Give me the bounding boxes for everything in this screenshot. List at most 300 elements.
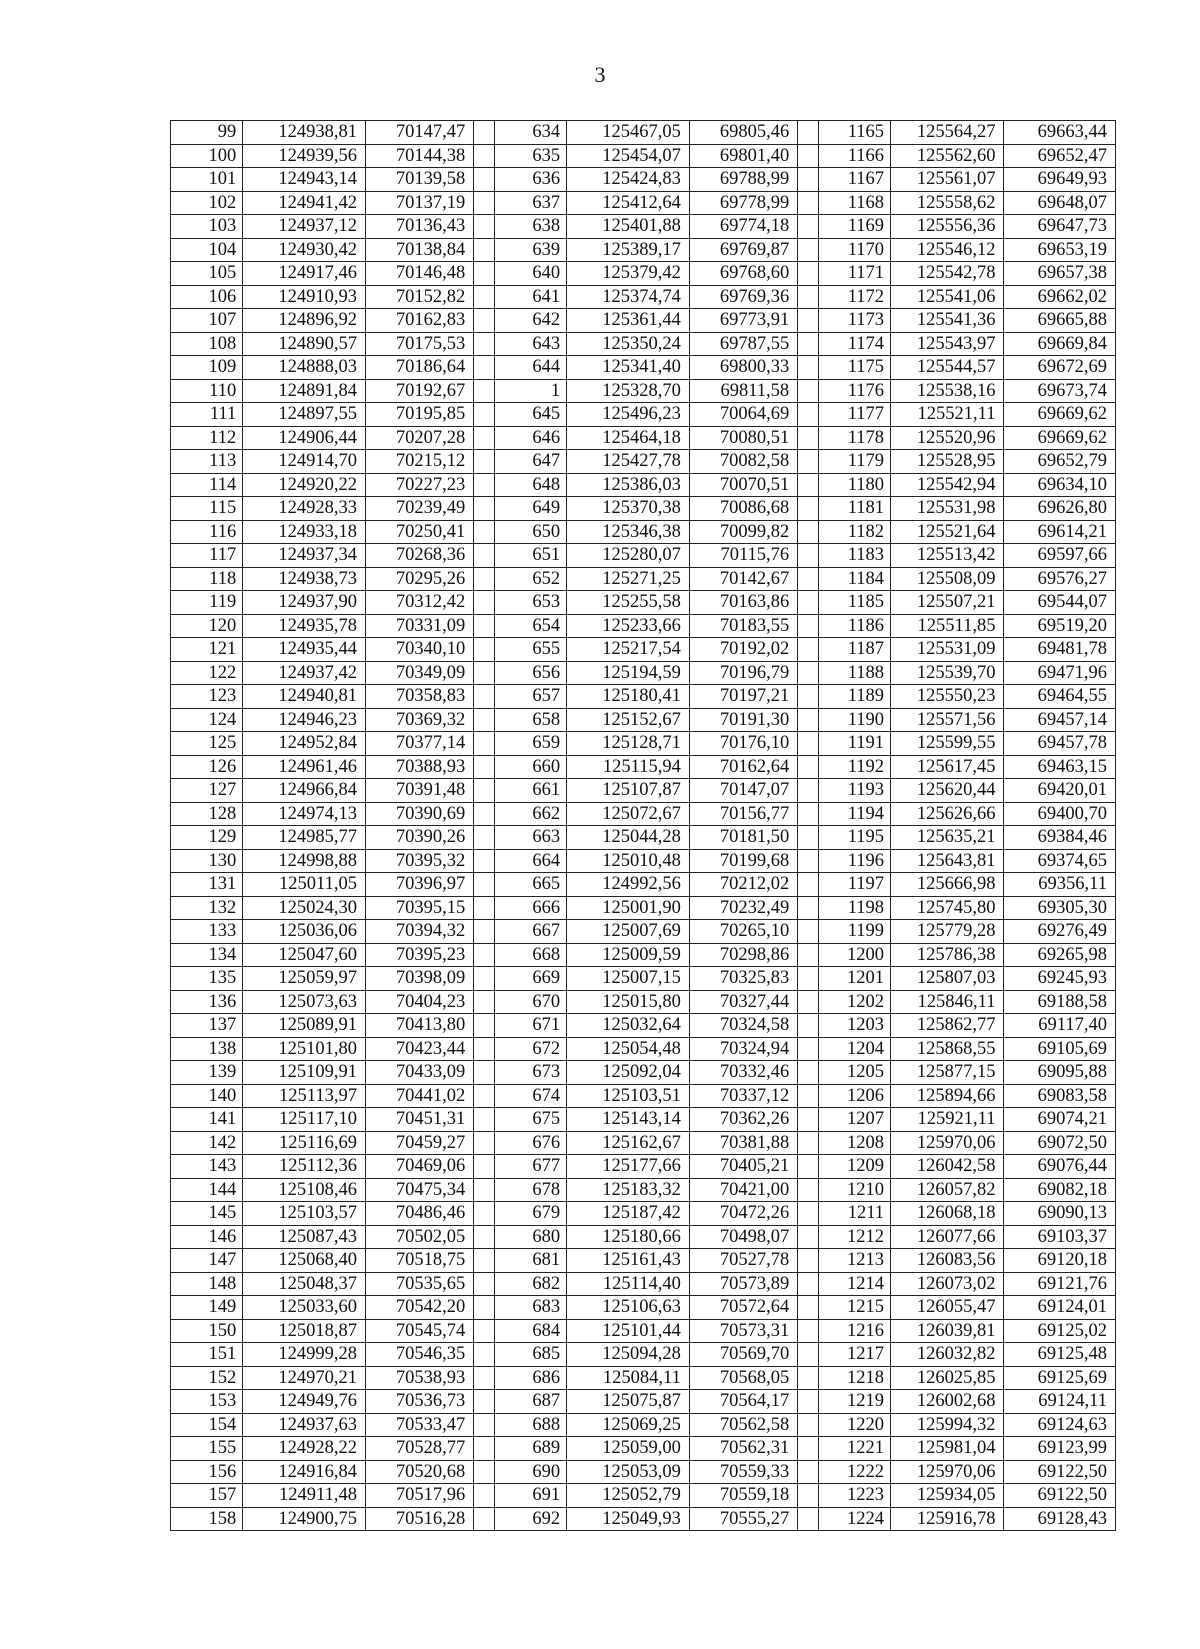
table-row bbox=[171, 121, 1116, 145]
point-number-cell: 1165 bbox=[818, 121, 890, 145]
y-coordinate-cell: 70268,36 bbox=[365, 544, 473, 568]
x-coordinate-cell: 124999,28 bbox=[243, 1343, 366, 1367]
y-coordinate-cell: 70332,46 bbox=[689, 1061, 797, 1085]
column-group-gap bbox=[798, 1272, 819, 1296]
y-coordinate-cell: 69647,73 bbox=[1004, 215, 1116, 239]
x-coordinate-cell: 125666,98 bbox=[891, 873, 1004, 897]
table-row bbox=[171, 1343, 1116, 1367]
point-number-cell: 1204 bbox=[818, 1037, 890, 1061]
column-group-gap bbox=[798, 779, 819, 803]
point-number-cell: 106 bbox=[171, 285, 243, 309]
point-number-cell: 640 bbox=[494, 262, 566, 286]
x-coordinate-cell: 125069,25 bbox=[567, 1413, 690, 1437]
point-number-cell: 638 bbox=[494, 215, 566, 239]
column-group-gap bbox=[798, 379, 819, 403]
x-coordinate-cell: 125507,21 bbox=[891, 591, 1004, 615]
column-group-gap bbox=[798, 450, 819, 474]
column-group-gap bbox=[798, 191, 819, 215]
column-group-gap bbox=[798, 567, 819, 591]
point-number-cell: 660 bbox=[494, 755, 566, 779]
x-coordinate-cell: 125427,78 bbox=[567, 450, 690, 474]
column-group-gap bbox=[474, 1460, 495, 1484]
point-number-cell: 144 bbox=[171, 1178, 243, 1202]
y-coordinate-cell: 69076,44 bbox=[1004, 1155, 1116, 1179]
point-number-cell: 682 bbox=[494, 1272, 566, 1296]
y-coordinate-cell: 70369,32 bbox=[365, 708, 473, 732]
point-number-cell: 657 bbox=[494, 685, 566, 709]
x-coordinate-cell: 125007,15 bbox=[567, 967, 690, 991]
column-group-gap bbox=[474, 943, 495, 967]
y-coordinate-cell: 70325,83 bbox=[689, 967, 797, 991]
point-number-cell: 687 bbox=[494, 1390, 566, 1414]
column-group-gap bbox=[798, 614, 819, 638]
x-coordinate-cell: 124891,84 bbox=[243, 379, 366, 403]
y-coordinate-cell: 69463,15 bbox=[1004, 755, 1116, 779]
column-group-gap bbox=[798, 215, 819, 239]
x-coordinate-cell: 125846,11 bbox=[891, 990, 1004, 1014]
table-row bbox=[171, 1460, 1116, 1484]
y-coordinate-cell: 70459,27 bbox=[365, 1131, 473, 1155]
point-number-cell: 676 bbox=[494, 1131, 566, 1155]
column-group-gap bbox=[798, 826, 819, 850]
column-group-gap bbox=[798, 1413, 819, 1437]
x-coordinate-cell: 124897,55 bbox=[243, 403, 366, 427]
point-number-cell: 684 bbox=[494, 1319, 566, 1343]
x-coordinate-cell: 125101,44 bbox=[567, 1319, 690, 1343]
x-coordinate-cell: 125361,44 bbox=[567, 309, 690, 333]
point-number-cell: 1209 bbox=[818, 1155, 890, 1179]
column-group-gap bbox=[474, 144, 495, 168]
column-group-gap bbox=[474, 1202, 495, 1226]
table-row bbox=[171, 1249, 1116, 1273]
column-group-gap bbox=[474, 1343, 495, 1367]
table-row bbox=[171, 591, 1116, 615]
x-coordinate-cell: 124970,21 bbox=[243, 1366, 366, 1390]
y-coordinate-cell: 70138,84 bbox=[365, 238, 473, 262]
point-number-cell: 1172 bbox=[818, 285, 890, 309]
y-coordinate-cell: 69663,44 bbox=[1004, 121, 1116, 145]
point-number-cell: 649 bbox=[494, 497, 566, 521]
table-row bbox=[171, 1437, 1116, 1461]
y-coordinate-cell: 70152,82 bbox=[365, 285, 473, 309]
y-coordinate-cell: 69120,18 bbox=[1004, 1249, 1116, 1273]
y-coordinate-cell: 69095,88 bbox=[1004, 1061, 1116, 1085]
point-number-cell: 677 bbox=[494, 1155, 566, 1179]
y-coordinate-cell: 69652,79 bbox=[1004, 450, 1116, 474]
y-coordinate-cell: 69662,02 bbox=[1004, 285, 1116, 309]
x-coordinate-cell: 125543,97 bbox=[891, 332, 1004, 356]
point-number-cell: 1177 bbox=[818, 403, 890, 427]
x-coordinate-cell: 125280,07 bbox=[567, 544, 690, 568]
point-number-cell: 120 bbox=[171, 614, 243, 638]
y-coordinate-cell: 69464,55 bbox=[1004, 685, 1116, 709]
x-coordinate-cell: 125101,80 bbox=[243, 1037, 366, 1061]
point-number-cell: 1195 bbox=[818, 826, 890, 850]
x-coordinate-cell: 125089,91 bbox=[243, 1014, 366, 1038]
point-number-cell: 1219 bbox=[818, 1390, 890, 1414]
point-number-cell: 133 bbox=[171, 920, 243, 944]
x-coordinate-cell: 125561,07 bbox=[891, 168, 1004, 192]
table-row bbox=[171, 1484, 1116, 1508]
point-number-cell: 1224 bbox=[818, 1507, 890, 1531]
table-row bbox=[171, 1131, 1116, 1155]
column-group-gap bbox=[798, 990, 819, 1014]
y-coordinate-cell: 70176,10 bbox=[689, 732, 797, 756]
point-number-cell: 643 bbox=[494, 332, 566, 356]
point-number-cell: 641 bbox=[494, 285, 566, 309]
x-coordinate-cell: 125024,30 bbox=[243, 896, 366, 920]
table-row bbox=[171, 309, 1116, 333]
point-number-cell: 140 bbox=[171, 1084, 243, 1108]
point-number-cell: 146 bbox=[171, 1225, 243, 1249]
point-number-cell: 148 bbox=[171, 1272, 243, 1296]
x-coordinate-cell: 125807,03 bbox=[891, 967, 1004, 991]
x-coordinate-cell: 124985,77 bbox=[243, 826, 366, 850]
y-coordinate-cell: 69265,98 bbox=[1004, 943, 1116, 967]
x-coordinate-cell: 125152,67 bbox=[567, 708, 690, 732]
y-coordinate-cell: 70535,65 bbox=[365, 1272, 473, 1296]
point-number-cell: 1193 bbox=[818, 779, 890, 803]
point-number-cell: 1180 bbox=[818, 473, 890, 497]
y-coordinate-cell: 69124,63 bbox=[1004, 1413, 1116, 1437]
point-number-cell: 102 bbox=[171, 191, 243, 215]
y-coordinate-cell: 70390,69 bbox=[365, 802, 473, 826]
y-coordinate-cell: 69420,01 bbox=[1004, 779, 1116, 803]
point-number-cell: 152 bbox=[171, 1366, 243, 1390]
point-number-cell: 142 bbox=[171, 1131, 243, 1155]
column-group-gap bbox=[798, 1296, 819, 1320]
column-group-gap bbox=[474, 1084, 495, 1108]
x-coordinate-cell: 124938,81 bbox=[243, 121, 366, 145]
y-coordinate-cell: 69125,02 bbox=[1004, 1319, 1116, 1343]
y-coordinate-cell: 70555,27 bbox=[689, 1507, 797, 1531]
x-coordinate-cell: 125112,36 bbox=[243, 1155, 366, 1179]
point-number-cell: 1190 bbox=[818, 708, 890, 732]
y-coordinate-cell: 69614,21 bbox=[1004, 520, 1116, 544]
x-coordinate-cell: 125454,07 bbox=[567, 144, 690, 168]
point-number-cell: 671 bbox=[494, 1014, 566, 1038]
x-coordinate-cell: 125049,93 bbox=[567, 1507, 690, 1531]
x-coordinate-cell: 124937,63 bbox=[243, 1413, 366, 1437]
y-coordinate-cell: 70486,46 bbox=[365, 1202, 473, 1226]
x-coordinate-cell: 124937,90 bbox=[243, 591, 366, 615]
column-group-gap bbox=[474, 1014, 495, 1038]
x-coordinate-cell: 124920,22 bbox=[243, 473, 366, 497]
column-group-gap bbox=[474, 497, 495, 521]
table-row bbox=[171, 238, 1116, 262]
y-coordinate-cell: 70162,64 bbox=[689, 755, 797, 779]
y-coordinate-cell: 70381,88 bbox=[689, 1131, 797, 1155]
column-group-gap bbox=[798, 1507, 819, 1531]
y-coordinate-cell: 70192,67 bbox=[365, 379, 473, 403]
point-number-cell: 158 bbox=[171, 1507, 243, 1531]
point-number-cell: 1174 bbox=[818, 332, 890, 356]
point-number-cell: 661 bbox=[494, 779, 566, 803]
x-coordinate-cell: 125745,80 bbox=[891, 896, 1004, 920]
x-coordinate-cell: 125007,69 bbox=[567, 920, 690, 944]
y-coordinate-cell: 69124,01 bbox=[1004, 1296, 1116, 1320]
point-number-cell: 654 bbox=[494, 614, 566, 638]
table-row bbox=[171, 1366, 1116, 1390]
point-number-cell: 1182 bbox=[818, 520, 890, 544]
column-group-gap bbox=[798, 1460, 819, 1484]
point-number-cell: 668 bbox=[494, 943, 566, 967]
y-coordinate-cell: 70533,47 bbox=[365, 1413, 473, 1437]
x-coordinate-cell: 125868,55 bbox=[891, 1037, 1004, 1061]
y-coordinate-cell: 69811,58 bbox=[689, 379, 797, 403]
point-number-cell: 1168 bbox=[818, 191, 890, 215]
x-coordinate-cell: 124961,46 bbox=[243, 755, 366, 779]
point-number-cell: 113 bbox=[171, 450, 243, 474]
x-coordinate-cell: 126002,68 bbox=[891, 1390, 1004, 1414]
point-number-cell: 658 bbox=[494, 708, 566, 732]
x-coordinate-cell: 125107,87 bbox=[567, 779, 690, 803]
y-coordinate-cell: 70215,12 bbox=[365, 450, 473, 474]
x-coordinate-cell: 124966,84 bbox=[243, 779, 366, 803]
y-coordinate-cell: 69769,87 bbox=[689, 238, 797, 262]
point-number-cell: 652 bbox=[494, 567, 566, 591]
y-coordinate-cell: 69072,50 bbox=[1004, 1131, 1116, 1155]
point-number-cell: 692 bbox=[494, 1507, 566, 1531]
point-number-cell: 1210 bbox=[818, 1178, 890, 1202]
point-number-cell: 154 bbox=[171, 1413, 243, 1437]
column-group-gap bbox=[474, 1296, 495, 1320]
column-group-gap bbox=[798, 544, 819, 568]
column-group-gap bbox=[798, 1366, 819, 1390]
x-coordinate-cell: 125255,58 bbox=[567, 591, 690, 615]
table-row bbox=[171, 144, 1116, 168]
y-coordinate-cell: 70232,49 bbox=[689, 896, 797, 920]
column-group-gap bbox=[798, 238, 819, 262]
point-number-cell: 108 bbox=[171, 332, 243, 356]
y-coordinate-cell: 70394,32 bbox=[365, 920, 473, 944]
y-coordinate-cell: 70441,02 bbox=[365, 1084, 473, 1108]
column-group-gap bbox=[474, 1437, 495, 1461]
y-coordinate-cell: 70564,17 bbox=[689, 1390, 797, 1414]
point-number-cell: 1176 bbox=[818, 379, 890, 403]
table-row bbox=[171, 661, 1116, 685]
point-number-cell: 134 bbox=[171, 943, 243, 967]
x-coordinate-cell: 124943,14 bbox=[243, 168, 366, 192]
y-coordinate-cell: 69778,99 bbox=[689, 191, 797, 215]
table-row bbox=[171, 943, 1116, 967]
y-coordinate-cell: 70099,82 bbox=[689, 520, 797, 544]
point-number-cell: 636 bbox=[494, 168, 566, 192]
point-number-cell: 635 bbox=[494, 144, 566, 168]
y-coordinate-cell: 70331,09 bbox=[365, 614, 473, 638]
column-group-gap bbox=[474, 1507, 495, 1531]
y-coordinate-cell: 69121,76 bbox=[1004, 1272, 1116, 1296]
point-number-cell: 683 bbox=[494, 1296, 566, 1320]
x-coordinate-cell: 125054,48 bbox=[567, 1037, 690, 1061]
x-coordinate-cell: 125521,64 bbox=[891, 520, 1004, 544]
column-group-gap bbox=[798, 356, 819, 380]
point-number-cell: 1205 bbox=[818, 1061, 890, 1085]
y-coordinate-cell: 70144,38 bbox=[365, 144, 473, 168]
column-group-gap bbox=[474, 1366, 495, 1390]
y-coordinate-cell: 70197,21 bbox=[689, 685, 797, 709]
point-number-cell: 648 bbox=[494, 473, 566, 497]
x-coordinate-cell: 124938,73 bbox=[243, 567, 366, 591]
y-coordinate-cell: 70562,58 bbox=[689, 1413, 797, 1437]
point-number-cell: 642 bbox=[494, 309, 566, 333]
table-row bbox=[171, 191, 1116, 215]
point-number-cell: 103 bbox=[171, 215, 243, 239]
x-coordinate-cell: 125541,36 bbox=[891, 309, 1004, 333]
point-number-cell: 107 bbox=[171, 309, 243, 333]
y-coordinate-cell: 70327,44 bbox=[689, 990, 797, 1014]
y-coordinate-cell: 70421,00 bbox=[689, 1178, 797, 1202]
point-number-cell: 114 bbox=[171, 473, 243, 497]
point-number-cell: 1179 bbox=[818, 450, 890, 474]
table-row bbox=[171, 873, 1116, 897]
x-coordinate-cell: 125934,05 bbox=[891, 1484, 1004, 1508]
column-group-gap bbox=[474, 332, 495, 356]
point-number-cell: 116 bbox=[171, 520, 243, 544]
column-group-gap bbox=[798, 967, 819, 991]
y-coordinate-cell: 70162,83 bbox=[365, 309, 473, 333]
x-coordinate-cell: 125233,66 bbox=[567, 614, 690, 638]
column-group-gap bbox=[474, 1108, 495, 1132]
x-coordinate-cell: 125011,05 bbox=[243, 873, 366, 897]
point-number-cell: 1169 bbox=[818, 215, 890, 239]
y-coordinate-cell: 69669,84 bbox=[1004, 332, 1116, 356]
x-coordinate-cell: 125162,67 bbox=[567, 1131, 690, 1155]
x-coordinate-cell: 126039,81 bbox=[891, 1319, 1004, 1343]
point-number-cell: 1196 bbox=[818, 849, 890, 873]
x-coordinate-cell: 125328,70 bbox=[567, 379, 690, 403]
column-group-gap bbox=[798, 1343, 819, 1367]
table-row bbox=[171, 1225, 1116, 1249]
point-number-cell: 1223 bbox=[818, 1484, 890, 1508]
column-group-gap bbox=[798, 285, 819, 309]
point-number-cell: 664 bbox=[494, 849, 566, 873]
column-group-gap bbox=[474, 1131, 495, 1155]
x-coordinate-cell: 124939,56 bbox=[243, 144, 366, 168]
point-number-cell: 665 bbox=[494, 873, 566, 897]
table-row bbox=[171, 285, 1116, 309]
point-number-cell: 1203 bbox=[818, 1014, 890, 1038]
point-number-cell: 678 bbox=[494, 1178, 566, 1202]
y-coordinate-cell: 70573,89 bbox=[689, 1272, 797, 1296]
table-row bbox=[171, 544, 1116, 568]
point-number-cell: 118 bbox=[171, 567, 243, 591]
point-number-cell: 1194 bbox=[818, 802, 890, 826]
point-number-cell: 153 bbox=[171, 1390, 243, 1414]
x-coordinate-cell: 125467,05 bbox=[567, 121, 690, 145]
x-coordinate-cell: 126077,66 bbox=[891, 1225, 1004, 1249]
x-coordinate-cell: 125108,46 bbox=[243, 1178, 366, 1202]
point-number-cell: 1206 bbox=[818, 1084, 890, 1108]
y-coordinate-cell: 70395,23 bbox=[365, 943, 473, 967]
y-coordinate-cell: 69774,18 bbox=[689, 215, 797, 239]
x-coordinate-cell: 125350,24 bbox=[567, 332, 690, 356]
y-coordinate-cell: 69245,93 bbox=[1004, 967, 1116, 991]
table-row bbox=[171, 638, 1116, 662]
point-number-cell: 1201 bbox=[818, 967, 890, 991]
y-coordinate-cell: 70312,42 bbox=[365, 591, 473, 615]
x-coordinate-cell: 124946,23 bbox=[243, 708, 366, 732]
x-coordinate-cell: 125015,80 bbox=[567, 990, 690, 1014]
x-coordinate-cell: 125521,11 bbox=[891, 403, 1004, 427]
x-coordinate-cell: 126042,58 bbox=[891, 1155, 1004, 1179]
y-coordinate-cell: 69673,74 bbox=[1004, 379, 1116, 403]
column-group-gap bbox=[474, 1272, 495, 1296]
y-coordinate-cell: 70546,35 bbox=[365, 1343, 473, 1367]
x-coordinate-cell: 125180,41 bbox=[567, 685, 690, 709]
y-coordinate-cell: 70569,70 bbox=[689, 1343, 797, 1367]
table-row bbox=[171, 262, 1116, 286]
table-row bbox=[171, 779, 1116, 803]
point-number-cell: 1202 bbox=[818, 990, 890, 1014]
y-coordinate-cell: 70528,77 bbox=[365, 1437, 473, 1461]
x-coordinate-cell: 126057,82 bbox=[891, 1178, 1004, 1202]
column-group-gap bbox=[474, 168, 495, 192]
point-number-cell: 1213 bbox=[818, 1249, 890, 1273]
column-group-gap bbox=[474, 1249, 495, 1273]
point-number-cell: 131 bbox=[171, 873, 243, 897]
x-coordinate-cell: 125094,28 bbox=[567, 1343, 690, 1367]
y-coordinate-cell: 70390,26 bbox=[365, 826, 473, 850]
y-coordinate-cell: 70186,64 bbox=[365, 356, 473, 380]
y-coordinate-cell: 70572,64 bbox=[689, 1296, 797, 1320]
x-coordinate-cell: 125143,14 bbox=[567, 1108, 690, 1132]
y-coordinate-cell: 70545,74 bbox=[365, 1319, 473, 1343]
y-coordinate-cell: 70192,02 bbox=[689, 638, 797, 662]
table-row bbox=[171, 849, 1116, 873]
x-coordinate-cell: 124890,57 bbox=[243, 332, 366, 356]
table-row bbox=[171, 896, 1116, 920]
x-coordinate-cell: 125075,87 bbox=[567, 1390, 690, 1414]
x-coordinate-cell: 125379,42 bbox=[567, 262, 690, 286]
point-number-cell: 111 bbox=[171, 403, 243, 427]
x-coordinate-cell: 125068,40 bbox=[243, 1249, 366, 1273]
x-coordinate-cell: 124914,70 bbox=[243, 450, 366, 474]
column-group-gap bbox=[474, 708, 495, 732]
table-row bbox=[171, 473, 1116, 497]
y-coordinate-cell: 69669,62 bbox=[1004, 403, 1116, 427]
column-group-gap bbox=[474, 732, 495, 756]
point-number-cell: 119 bbox=[171, 591, 243, 615]
table-row bbox=[171, 215, 1116, 239]
y-coordinate-cell: 70265,10 bbox=[689, 920, 797, 944]
point-number-cell: 680 bbox=[494, 1225, 566, 1249]
table-row bbox=[171, 1390, 1116, 1414]
column-group-gap bbox=[474, 920, 495, 944]
table-row bbox=[171, 1037, 1116, 1061]
table-row bbox=[171, 1155, 1116, 1179]
point-number-cell: 138 bbox=[171, 1037, 243, 1061]
y-coordinate-cell: 70559,18 bbox=[689, 1484, 797, 1508]
point-number-cell: 1189 bbox=[818, 685, 890, 709]
y-coordinate-cell: 70396,97 bbox=[365, 873, 473, 897]
table-row bbox=[171, 567, 1116, 591]
point-number-cell: 112 bbox=[171, 426, 243, 450]
x-coordinate-cell: 125059,97 bbox=[243, 967, 366, 991]
coordinate-table bbox=[170, 120, 1116, 1531]
x-coordinate-cell: 125542,78 bbox=[891, 262, 1004, 286]
y-coordinate-cell: 70196,79 bbox=[689, 661, 797, 685]
x-coordinate-cell: 125546,12 bbox=[891, 238, 1004, 262]
x-coordinate-cell: 124928,33 bbox=[243, 497, 366, 521]
column-group-gap bbox=[798, 1037, 819, 1061]
point-number-cell: 115 bbox=[171, 497, 243, 521]
x-coordinate-cell: 125109,91 bbox=[243, 1061, 366, 1085]
column-group-gap bbox=[474, 1155, 495, 1179]
point-number-cell: 1207 bbox=[818, 1108, 890, 1132]
point-number-cell: 666 bbox=[494, 896, 566, 920]
point-number-cell: 685 bbox=[494, 1343, 566, 1367]
